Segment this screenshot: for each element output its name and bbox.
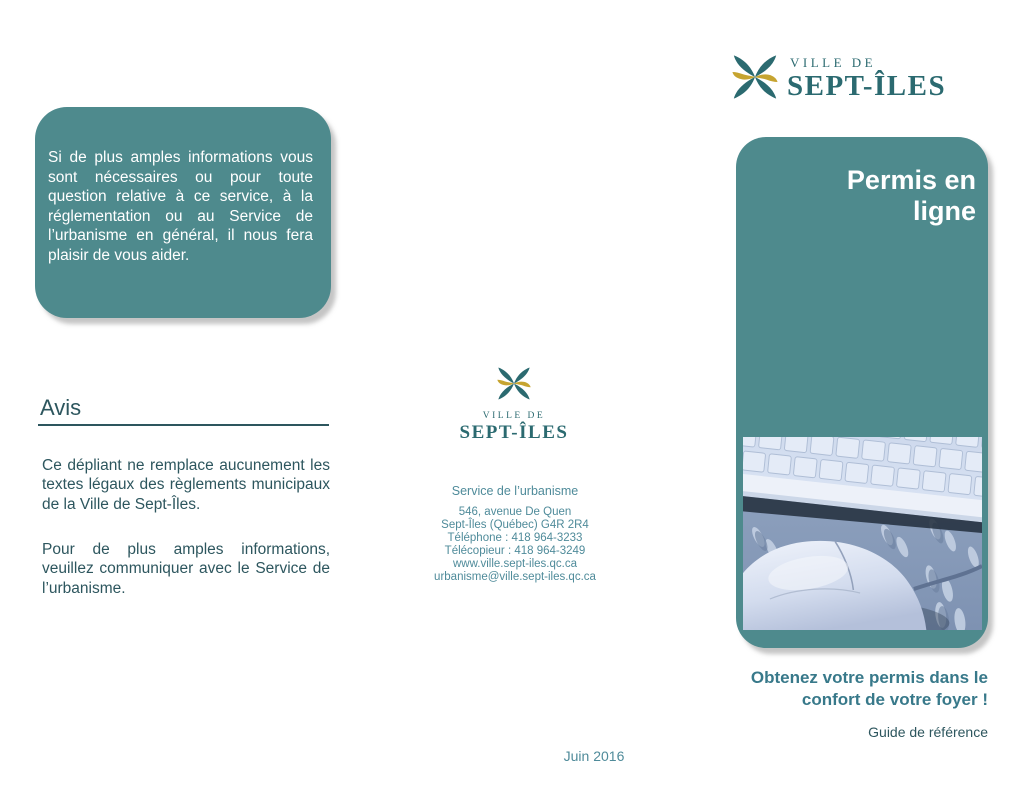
logo-name: SEPT-ÎLES [787,70,947,102]
avis-paragraph-2: Pour de plus amples informations, veuillez communiquer avec le Service de l’urbanisme. [42,541,330,597]
avis-heading: Avis [40,395,82,420]
avis-underline [38,424,329,426]
sept-iles-flower-mark-icon [497,365,531,402]
logo-center [439,365,589,444]
contact-website: www.ville.sept-iles.qc.ca [453,558,577,570]
cover-panel [736,137,988,648]
contact-phone: Téléphone : 418 964-3233 [447,532,583,544]
guide-subtitle: Guide de référence [868,724,988,740]
contact-address-line-1: 546, avenue De Quen [458,506,572,518]
contact-fax: Télécopieur : 418 964-3249 [444,545,586,557]
logo-top-right [732,54,946,101]
keyboard-mouse-photo [743,437,982,630]
cover-tagline-line-1: Obtenez votre permis dans le [750,668,988,687]
info-callout-text: Si de plus amples informations vous sont nécessaires ou pour toute question relative à ce service, à la réglementation ou au Service de l’urbanisme en général, il nous fera plaisir de vous aider. [48,149,313,264]
cover-title-line-1: Permis en [846,165,976,195]
sept-iles-flower-mark-icon [732,54,778,100]
logo-prefix: VILLE DE [790,55,877,70]
logo-prefix: VILLE DE [482,411,546,421]
publication-date: Juin 2016 [563,748,625,764]
logo-wordmark [787,54,946,101]
logo-name: SEPT-ÎLES [459,422,569,443]
contact-department: Service de l’urbanisme [451,484,579,498]
avis-paragraph-1: Ce dépliant ne remplace aucunement les textes légaux des règlements municipaux de la Ville de Sept-Îles. [42,457,330,513]
cover-tagline [568,667,988,711]
cover-tagline-line-2: confort de votre foyer ! [801,690,988,709]
contact-address-line-2: Sept-Îles (Québec) G4R 2R4 [441,519,589,531]
cover-title-line-2: ligne [912,196,976,226]
cover-title [847,165,976,227]
keyboard-mouse-photo-image [743,437,982,630]
info-callout-box [35,107,331,318]
contact-block [390,484,640,584]
contact-email: urbanisme@ville.sept-iles.qc.ca [434,571,596,583]
